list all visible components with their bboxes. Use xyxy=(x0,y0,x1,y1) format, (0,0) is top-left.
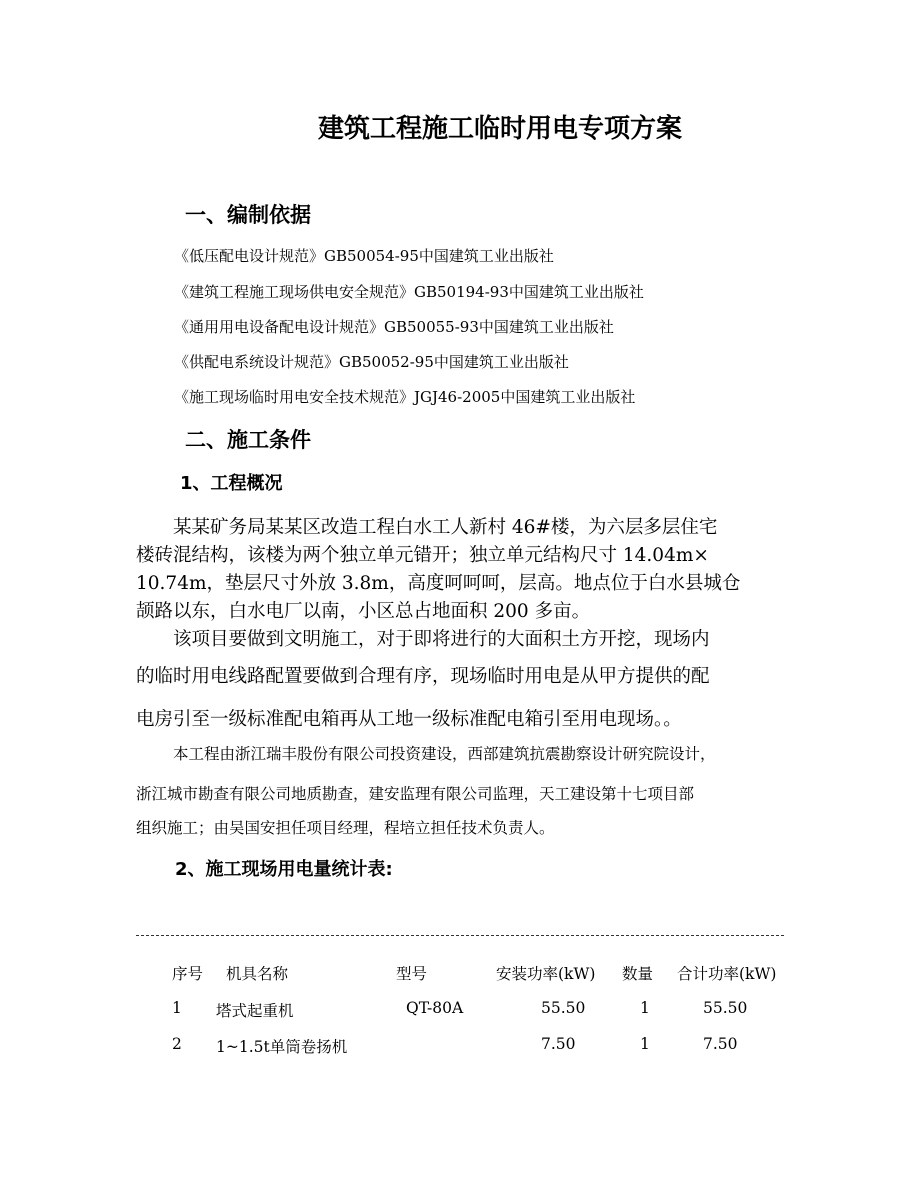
table-header-index: 序号 xyxy=(172,965,204,983)
table-cell-total-power: 55.50 xyxy=(703,999,748,1017)
table-cell-name: 1~1.5t单筒卷扬机 xyxy=(216,1038,348,1056)
conditions-heading: 二、施工条件 xyxy=(185,428,311,452)
reference-item: 《通用用电设备配电设计规范》GB50055-93中国建筑工业出版社 xyxy=(174,318,614,336)
table-cell-name: 塔式起重机 xyxy=(216,1002,294,1020)
basis-heading: 一、编制依据 xyxy=(185,203,311,227)
table-header-model: 型号 xyxy=(396,965,428,983)
table-cell-quantity: 1 xyxy=(640,999,650,1017)
table-cell-quantity: 1 xyxy=(640,1035,650,1053)
table-header-quantity: 数量 xyxy=(622,965,654,983)
overview-line: 楼砖混结构，该楼为两个独立单元错开；独立单元结构尺寸 14.04m× xyxy=(136,545,709,566)
overview-line: 某某矿务局某某区改造工程白水工人新村 46#楼，为六层多层住宅 xyxy=(173,517,718,538)
table-cell-total-power: 7.50 xyxy=(703,1035,738,1053)
parties-line: 浙江城市勘查有限公司地质勘查，建安监理有限公司监理，天工建设第十七项目部 xyxy=(136,785,695,803)
page-title: 建筑工程施工临时用电专项方案 xyxy=(317,114,682,144)
reference-item: 《施工现场临时用电安全技术规范》JGJ46-2005中国建筑工业出版社 xyxy=(174,388,636,406)
dashed-divider xyxy=(136,935,784,936)
table-cell-index: 2 xyxy=(172,1035,182,1053)
table-cell-installed-power: 7.50 xyxy=(541,1035,576,1053)
overview-line: 颉路以东，白水电厂以南，小区总占地面积 200 多亩。 xyxy=(136,601,591,622)
stats-heading: 2、施工现场用电量统计表: xyxy=(175,859,393,880)
table-cell-installed-power: 55.50 xyxy=(541,999,586,1017)
reference-item: 《建筑工程施工现场供电安全规范》GB50194-93中国建筑工业出版社 xyxy=(174,283,644,301)
civilized-line: 的临时用电线路配置要做到合理有序，现场临时用电是从甲方提供的配 xyxy=(136,666,710,687)
overview-heading: 1、工程概况 xyxy=(180,473,283,494)
parties-line: 组织施工；由吴国安担任项目经理，程培立担任技术负责人。 xyxy=(136,819,555,837)
table-cell-index: 1 xyxy=(172,999,182,1017)
table-header-total-power: 合计功率(kW) xyxy=(677,965,777,983)
reference-item: 《低压配电设计规范》GB50054-95中国建筑工业出版社 xyxy=(174,247,554,265)
reference-item: 《供配电系统设计规范》GB50052-95中国建筑工业出版社 xyxy=(174,353,569,371)
parties-line: 本工程由浙江瑞丰股份有限公司投资建设，西部建筑抗震勘察设计研究院设计， xyxy=(173,745,716,763)
table-header-installed-power: 安装功率(kW) xyxy=(496,965,596,983)
civilized-line: 电房引至一级标准配电箱再从工地一级标准配电箱引至用电现场。。 xyxy=(136,709,682,730)
civilized-line: 该项目要做到文明施工，对于即将进行的大面积土方开挖，现场内 xyxy=(173,629,710,650)
overview-line: 10.74m，垫层尺寸外放 3.8m，高度呵呵呵，层高。地点位于白水县城仓 xyxy=(136,573,741,594)
table-cell-model: QT-80A xyxy=(406,999,464,1017)
table-header-name: 机具名称 xyxy=(226,965,289,983)
